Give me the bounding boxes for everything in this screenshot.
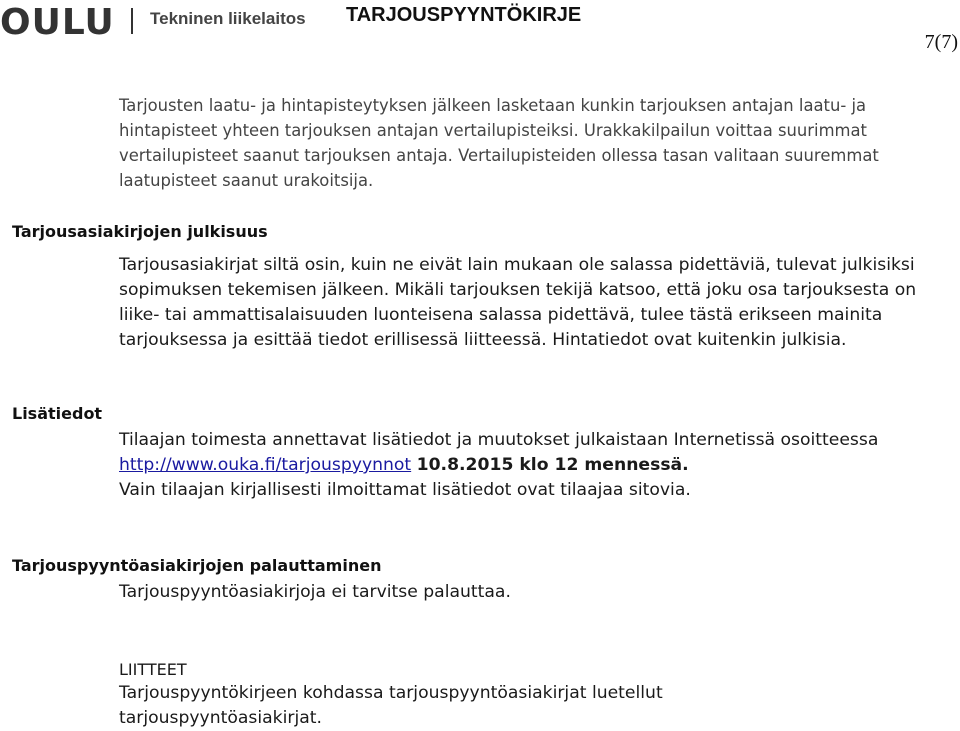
- document-title: TARJOUSPYYNTÖKIRJE: [346, 4, 582, 26]
- additional-info-heading: Lisätiedot: [12, 404, 103, 423]
- publicity-paragraph: Tarjousasiakirjat siltä osin, kuin ne eivät lain mukaan ole salassa pidettäviä, tulevat julkisiksi sopimuksen tekemisen jälkeen. Mikäli tarjouksen tekijä katsoo, että joku osa tarjouksesta on liike- tai ammattisalaisuuden luonteisena salassa pidettävä, tulee tästä erikseen mainita tarjouksessa ja esittää tiedot erillisessä liitteessä. Hintatiedot ovat kuitenkin julkisia.: [119, 255, 917, 350]
- deadline-text: 10.8.2015 klo 12 mennessä: [416, 455, 683, 475]
- logo-divider: [131, 8, 133, 34]
- binding-info-text: Vain tilaajan kirjallisesti ilmoittamat lisätiedot ovat tilaajaa sitovia.: [119, 480, 691, 500]
- page-header: [0, 0, 960, 53]
- deadline-period: .: [682, 455, 689, 475]
- page-number: 7(7): [924, 31, 958, 53]
- additional-info-text: Tilaajan toimesta annettavat lisätiedot ja muutokset julkaistaan Internetissä osoitteessa: [119, 430, 879, 450]
- return-paragraph: Tarjouspyyntöasiakirjoja ei tarvitse palauttaa.: [119, 582, 511, 602]
- publicity-heading: Tarjousasiakirjojen julkisuus: [12, 222, 268, 241]
- return-heading: Tarjouspyyntöasiakirjojen palauttaminen: [12, 556, 382, 575]
- intro-paragraph: Tarjousten laatu- ja hintapisteytyksen jälkeen lasketaan kunkin tarjouksen antajan laatu- ja hintapisteet yhteen tarjouksen antajan vertailupisteiksi. Urakkakilpailun voittaa suurimmat vertailupisteet saanut tarjouksen antaja. Vertailupisteiden ollessa tasan valitaan suuremmat laatupisteet saanut urakoitsija.: [119, 96, 879, 190]
- logo-subtitle: Tekninen liikelaitos: [150, 9, 306, 28]
- tender-link[interactable]: http://www.ouka.fi/tarjouspyynnot: [119, 455, 412, 475]
- attachments-paragraph: Tarjouspyyntökirjeen kohdassa tarjouspyyntöasiakirjat luetellut tarjouspyyntöasiakirjat.: [119, 683, 663, 728]
- attachments-heading: LIITTEET: [119, 660, 187, 679]
- additional-info-paragraph: [119, 428, 899, 503]
- oulu-logo: OULU: [0, 2, 115, 43]
